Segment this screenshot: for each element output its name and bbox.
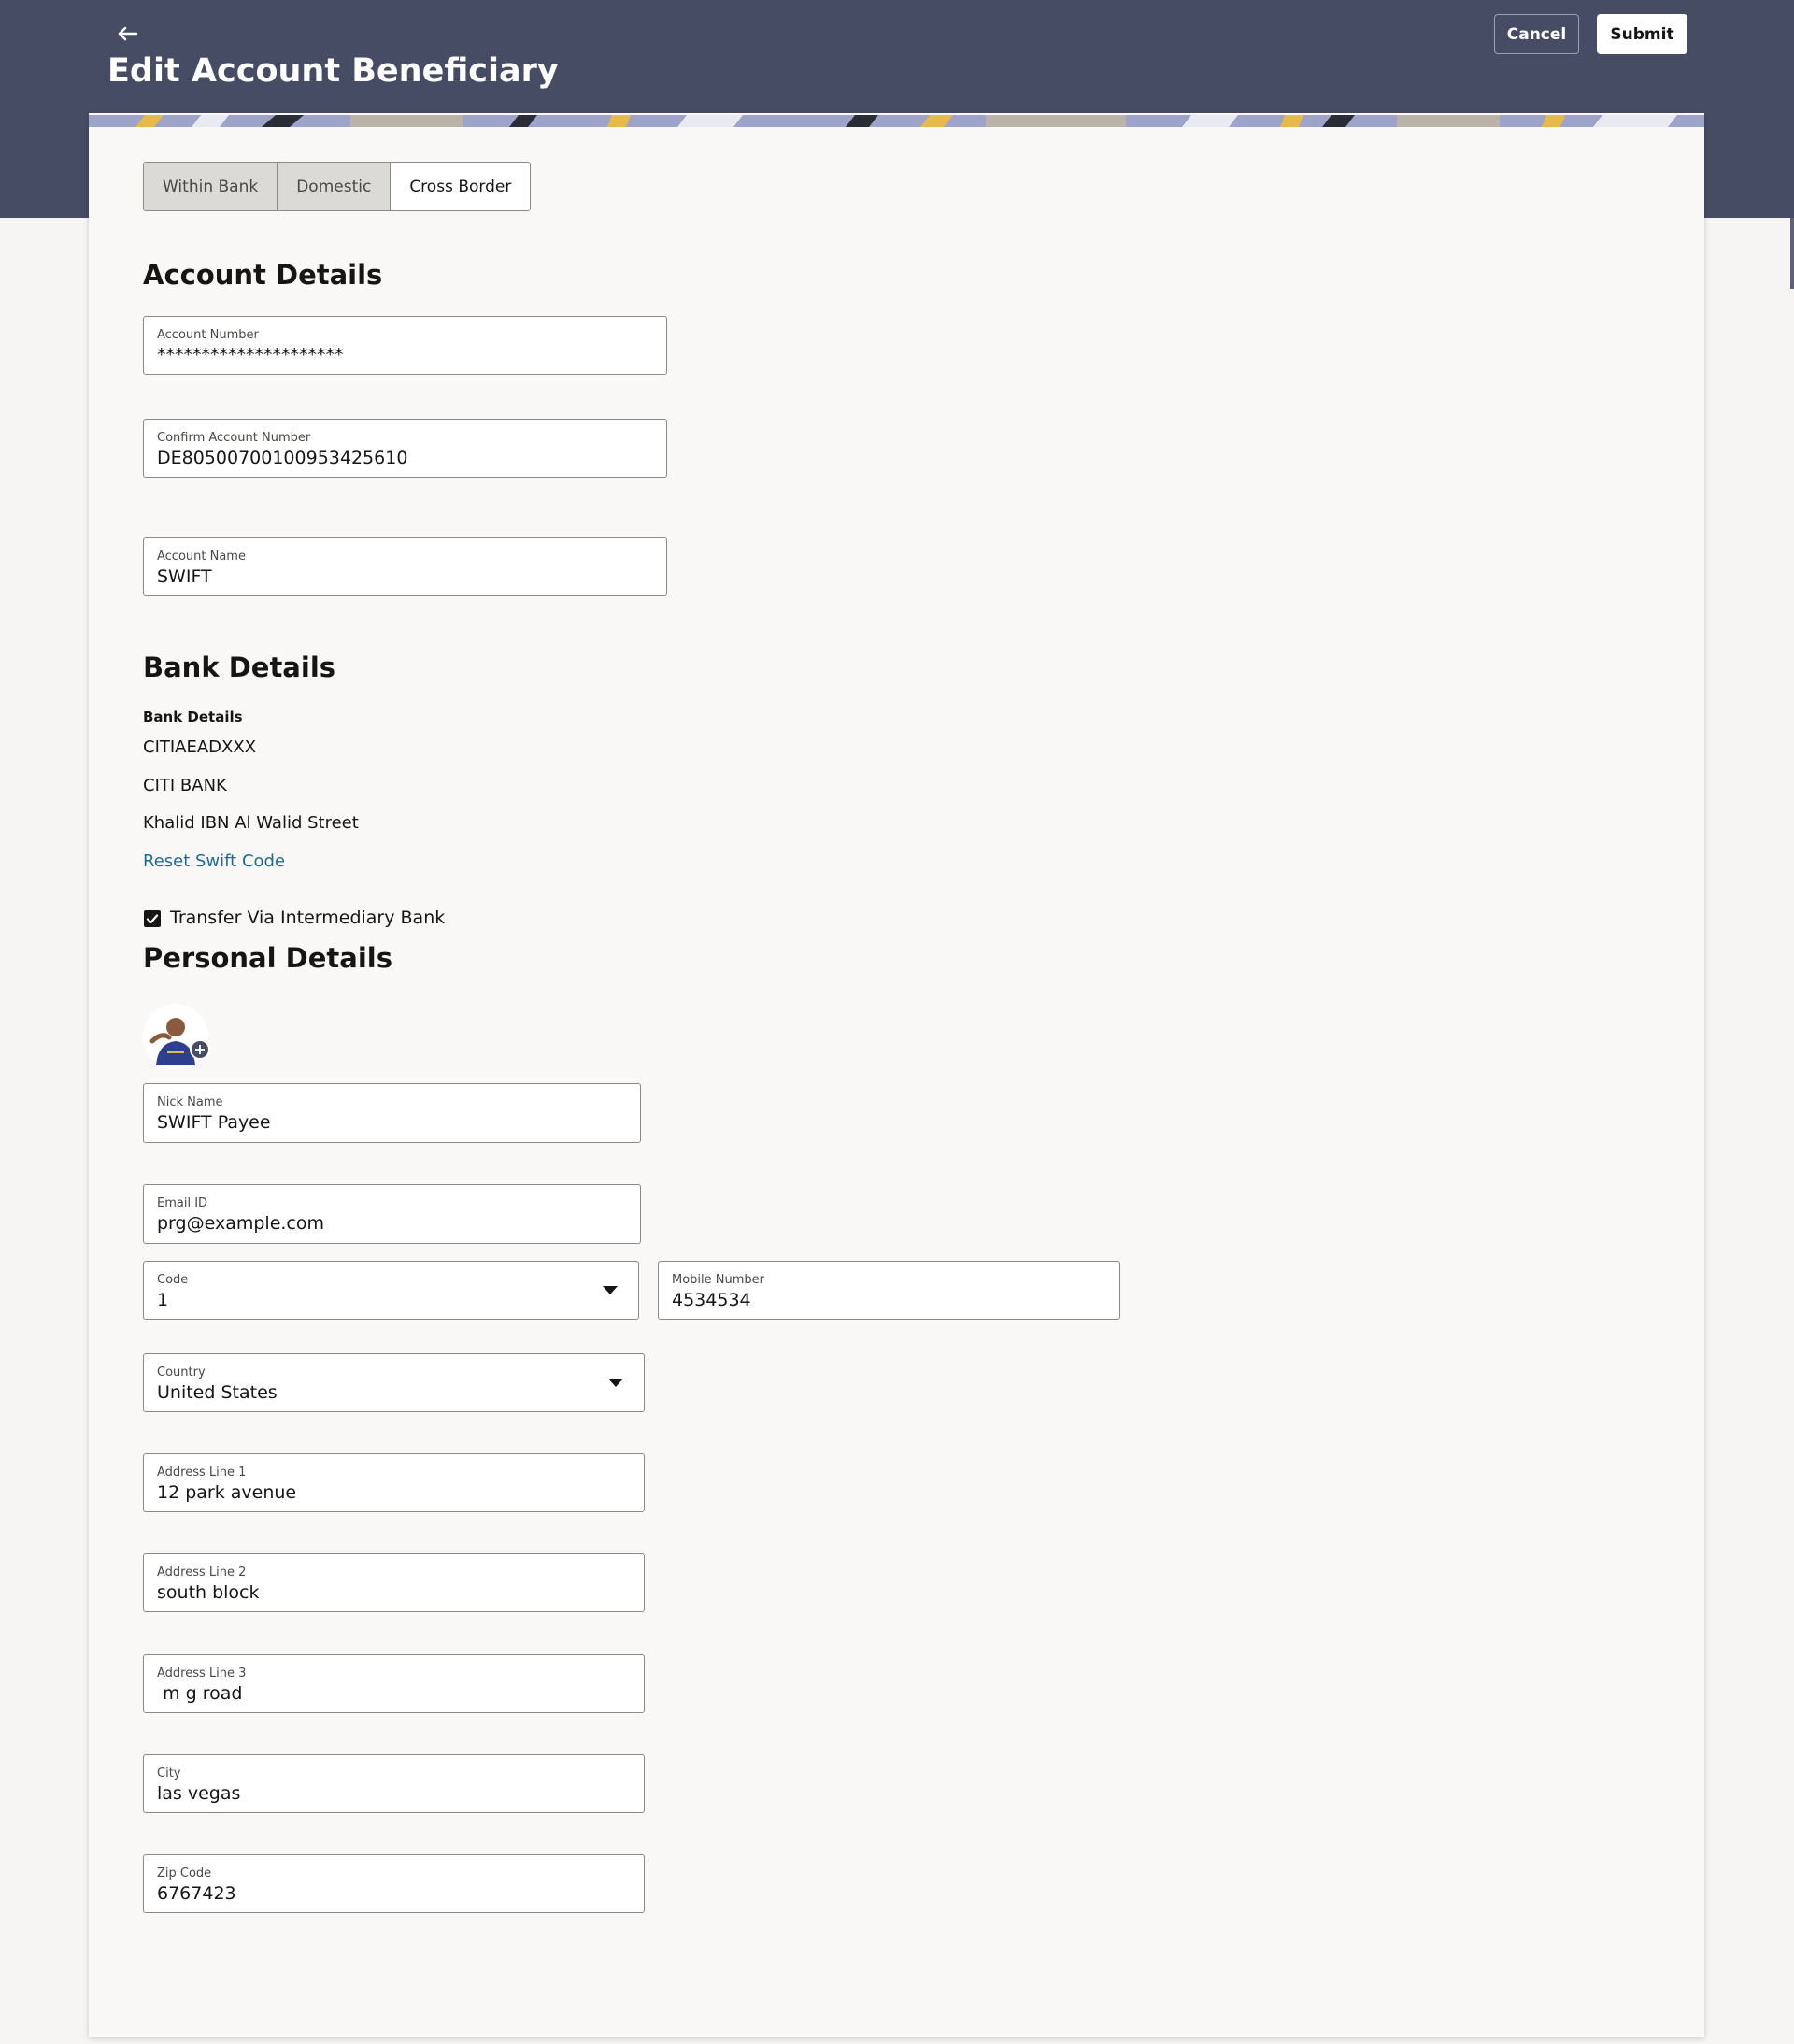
city-value: las vegas [157, 1783, 241, 1804]
form-card [89, 113, 1704, 2037]
nick-name-value: SWIFT Payee [157, 1112, 271, 1133]
nick-name-label: Nick Name [157, 1095, 223, 1109]
intermediary-bank-checkbox[interactable] [144, 910, 161, 927]
chevron-down-icon [603, 1286, 618, 1294]
mobile-number-field[interactable] [658, 1261, 1120, 1320]
account-name-label: Account Name [157, 550, 246, 564]
account-number-label: Account Number [157, 328, 259, 342]
reset-swift-code-link[interactable]: Reset Swift Code [143, 851, 286, 871]
chevron-down-icon [608, 1379, 623, 1387]
bank-address: Khalid IBN Al Walid Street [143, 813, 359, 833]
email-label: Email ID [157, 1196, 208, 1210]
back-arrow-icon[interactable] [114, 21, 140, 47]
code-label: Code [157, 1273, 189, 1287]
mobile-number-label: Mobile Number [672, 1273, 764, 1287]
code-value: 1 [157, 1290, 169, 1310]
decorative-banner [89, 115, 1704, 127]
country-label: Country [157, 1365, 206, 1379]
account-number-value: ********************* [157, 345, 344, 365]
nick-name-field[interactable] [143, 1083, 641, 1143]
address-line-3-field[interactable] [143, 1654, 645, 1713]
bank-details-heading: Bank Details [143, 651, 336, 683]
address-line-2-value: south block [157, 1582, 260, 1603]
personal-details-heading: Personal Details [143, 942, 392, 974]
tab-cross-border[interactable]: Cross Border [391, 163, 530, 210]
checkmark-icon [144, 910, 161, 927]
account-number-field[interactable] [143, 316, 667, 375]
address-line-3-value: m g road [157, 1683, 243, 1704]
account-name-value: SWIFT [157, 566, 212, 587]
address-line-1-label: Address Line 1 [157, 1465, 247, 1479]
confirm-account-number-field[interactable] [143, 419, 667, 478]
tab-domestic[interactable]: Domestic [278, 163, 391, 210]
country-value: United States [157, 1382, 278, 1403]
confirm-account-number-label: Confirm Account Number [157, 431, 311, 445]
city-label: City [157, 1766, 181, 1780]
scrollbar-thumb[interactable] [1790, 218, 1794, 289]
email-value: prg@example.com [157, 1213, 324, 1234]
page-title: Edit Account Beneficiary [107, 52, 559, 90]
zip-code-label: Zip Code [157, 1866, 212, 1880]
submit-button[interactable]: Submit [1597, 14, 1687, 54]
mobile-number-value: 4534534 [672, 1290, 751, 1310]
tab-within-bank[interactable]: Within Bank [144, 163, 278, 210]
address-line-2-label: Address Line 2 [157, 1565, 247, 1579]
confirm-account-number-value: DE80500700100953425610 [157, 448, 408, 468]
address-line-2-field[interactable] [143, 1553, 645, 1612]
add-photo-icon[interactable] [190, 1039, 210, 1060]
zip-code-value: 6767423 [157, 1883, 236, 1904]
intermediary-bank-label[interactable]: Transfer Via Intermediary Bank [170, 908, 446, 928]
city-field[interactable] [143, 1754, 645, 1813]
country-select[interactable] [143, 1353, 645, 1412]
bank-details-label: Bank Details [143, 708, 243, 725]
address-line-3-label: Address Line 3 [157, 1666, 247, 1680]
address-line-1-value: 12 park avenue [157, 1482, 297, 1503]
account-name-field[interactable] [143, 537, 667, 596]
address-line-1-field[interactable] [143, 1453, 645, 1512]
bank-name: CITI BANK [143, 776, 227, 795]
country-code-select[interactable] [143, 1261, 639, 1320]
account-details-heading: Account Details [143, 259, 383, 291]
cancel-button[interactable]: Cancel [1494, 14, 1579, 54]
zip-code-field[interactable] [143, 1854, 645, 1913]
plus-icon [192, 1041, 208, 1058]
bank-swift-code: CITIAEADXXX [143, 737, 257, 757]
transfer-type-tabs [143, 162, 531, 211]
email-field[interactable] [143, 1184, 641, 1244]
